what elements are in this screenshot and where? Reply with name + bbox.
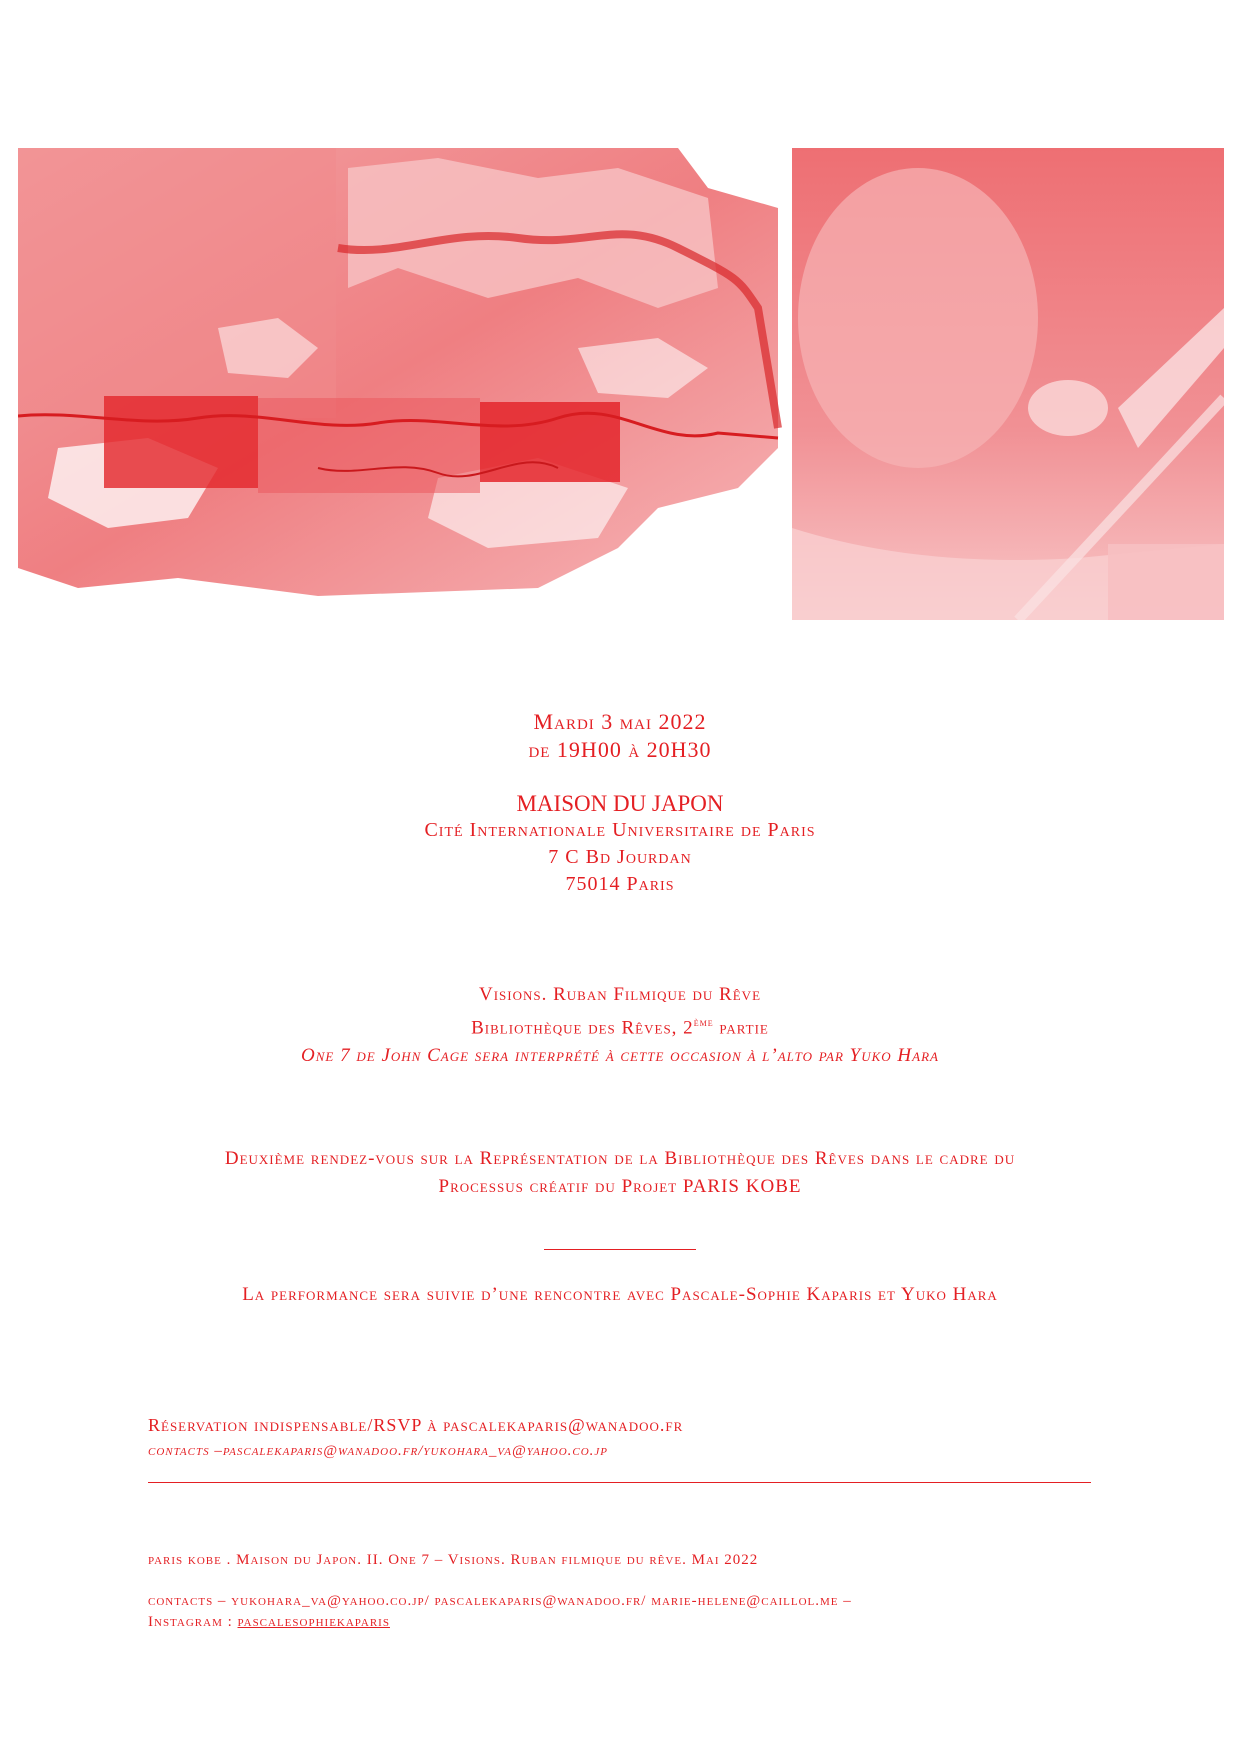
description-line-1: Deuxième rendez-vous sur la Représentation de la Bibliothèque des Rêves dans le cadre du: [224, 1148, 1016, 1169]
footer-instagram: [148, 1612, 852, 1633]
program-subtitle-end: partie: [713, 1017, 769, 1039]
instagram-label: Instagram :: [148, 1614, 238, 1630]
banner-collage-image: [18, 148, 1224, 620]
event-time: de 19H00 à 20H30: [528, 737, 712, 762]
footer-credit: paris kobe . Maison du Japon. II. One 7 – Visions. Ruban filmique du rêve. Mai 2022: [148, 1552, 759, 1568]
footer-contacts: contacts – yukohara_va@yahoo.co.jp/ pascalekaparis@wanadoo.fr/ marie-helene@caillol.me –: [148, 1593, 852, 1609]
program-subtitle-sup: ème: [693, 1017, 714, 1029]
event-date-block: [0, 708, 1240, 764]
footer-block: [148, 1550, 852, 1633]
description-block: [0, 1145, 1240, 1201]
instagram-link[interactable]: pascalesophiekaparis: [237, 1614, 390, 1630]
program-block: [0, 981, 1240, 1070]
rsvp-contacts: contacts –pascalekaparis@wanadoo.fr/yukohara_va@yahoo.co.jp: [148, 1443, 609, 1459]
short-divider: [544, 1249, 696, 1250]
meeting-block: [0, 1284, 1240, 1306]
venue-name: MAISON DU JAPON: [516, 791, 724, 816]
description-line-2: Processus créatif du Projet PARIS KOBE: [438, 1176, 802, 1197]
rsvp-block: [148, 1412, 683, 1464]
rsvp-line: Réservation indispensable/RSVP à pascalekaparis@wanadoo.fr: [148, 1415, 684, 1435]
venue-institution: Cité Internationale Universitaire de Paris: [424, 819, 816, 841]
meeting-text: La performance sera suivie d’une rencontre avec Pascale-Sophie Kaparis et Yuko Hara: [242, 1284, 998, 1305]
program-title: Visions. Ruban Filmique du Rêve: [478, 984, 762, 1005]
program-subtitle-main: Bibliothèque des Rêves, 2: [471, 1017, 694, 1039]
venue-city: 75014 Paris: [565, 873, 675, 895]
program-performance: One 7 de John Cage sera interprété à cette occasion à l’alto par Yuko Hara: [301, 1045, 939, 1067]
venue-street: 7 C Bd Jourdan: [548, 846, 692, 868]
long-divider: [148, 1482, 1091, 1483]
venue-block: [0, 790, 1240, 898]
program-subtitle: [0, 1009, 1240, 1042]
event-date: Mardi 3 mai 2022: [533, 709, 707, 734]
